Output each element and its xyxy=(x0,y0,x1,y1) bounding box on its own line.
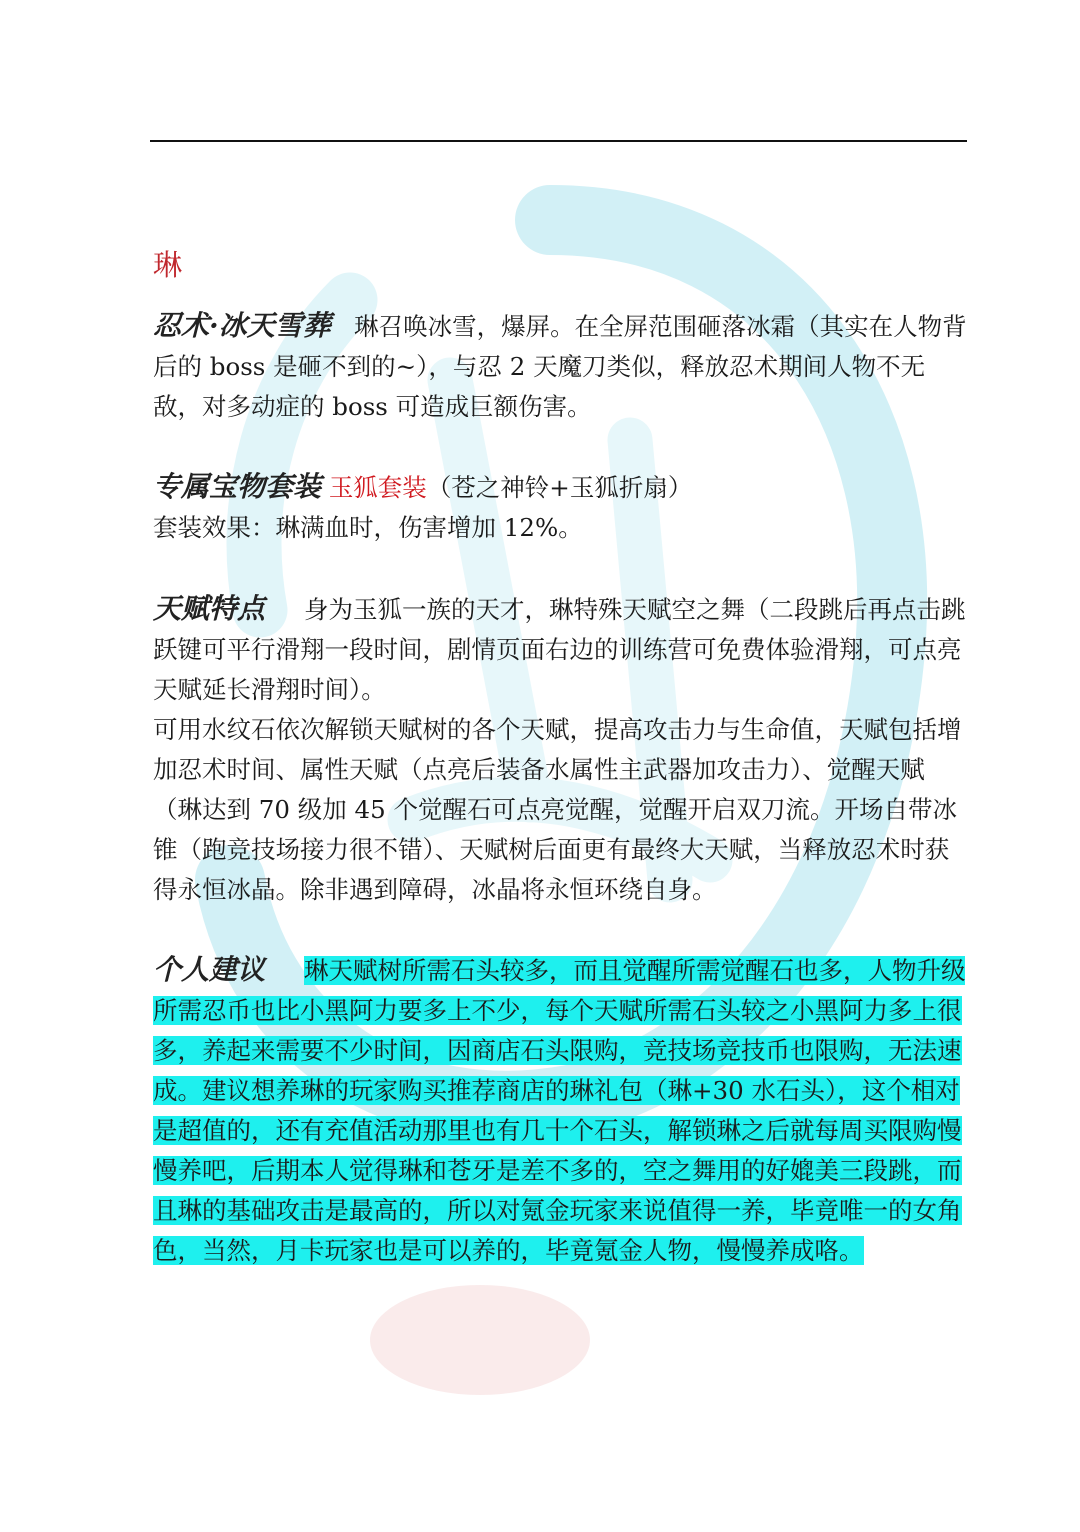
talent-heading: 天赋特点 xyxy=(153,592,266,625)
advice-section xyxy=(153,950,968,1271)
ninjutsu-heading: 忍术·冰天雪葬 xyxy=(153,309,331,342)
talent-text-2: 可用水纹石依次解锁天赋树的各个天赋，提高攻击力与生命值，天赋包括增加忍术时间、属性天赋（点亮后装备水属性主武器加攻击力）、觉醒天赋（琳达到 70 级加 45 个觉醒石可点亮觉醒，觉醒开启双刀流。开场自带冰锥（跑竞技场接力很不错）、天赋树后面更有最终大天赋，当释放忍术时获得永恒冰晶。除非遇到障碍，冰晶将永恒环绕自身。 xyxy=(153,715,962,904)
ninjutsu-text: 琳召唤冰雪，爆屏。在全屏范围砸落冰霜（其实在人物背后的 boss 是砸不到的~），与忍 2 天魔刀类似，释放忍术期间人物不无敌，对多动症的 boss 可造成巨额伤害。 xyxy=(153,312,967,421)
ninjutsu-section xyxy=(153,306,968,427)
advice-text-highlighted: 琳天赋树所需石头较多，而且觉醒所需觉醒石也多，人物升级所需忍币也比小黑阿力要多上不少，每个天赋所需石头较之小黑阿力多上很多，养起来需要不少时间，因商店石头限购，竞技场竞技币也限购，无法速成。建议想养琳的玩家购买推荐商店的琳礼包（琳+30 水石头），这个相对是超值的，还有充值活动那里也有几十个石头，解锁琳之后就每周买限购慢慢养吧，后期本人觉得琳和苍牙是差不多的，空之舞用的好媲美三段跳，而且琳的基础攻击是最高的，所以对氪金玩家来说值得一养，毕竟唯一的女角色，当然，月卡玩家也是可以养的，毕竟氪金人物，慢慢养成咯。 xyxy=(153,956,966,1265)
treasure-set-items: （苍之神铃+玉狐折扇） xyxy=(426,473,693,502)
treasure-section xyxy=(153,467,968,548)
talent-text-1: 身为玉狐一族的天才，琳特殊天赋空之舞（二段跳后再点击跳跃键可平行滑翔一段时间，剧情页面右边的训练营可免费体验滑翔，可点亮天赋延长滑翔时间）。 xyxy=(153,595,966,704)
talent-section xyxy=(153,589,968,910)
top-rule xyxy=(150,140,967,142)
treasure-effect: 套装效果：琳满血时，伤害增加 12%。 xyxy=(153,513,583,542)
character-name: 琳 xyxy=(153,248,183,282)
treasure-heading: 专属宝物套装 xyxy=(153,470,322,503)
advice-heading: 个人建议 xyxy=(153,953,266,986)
treasure-set-name: 玉狐套装 xyxy=(328,473,427,502)
